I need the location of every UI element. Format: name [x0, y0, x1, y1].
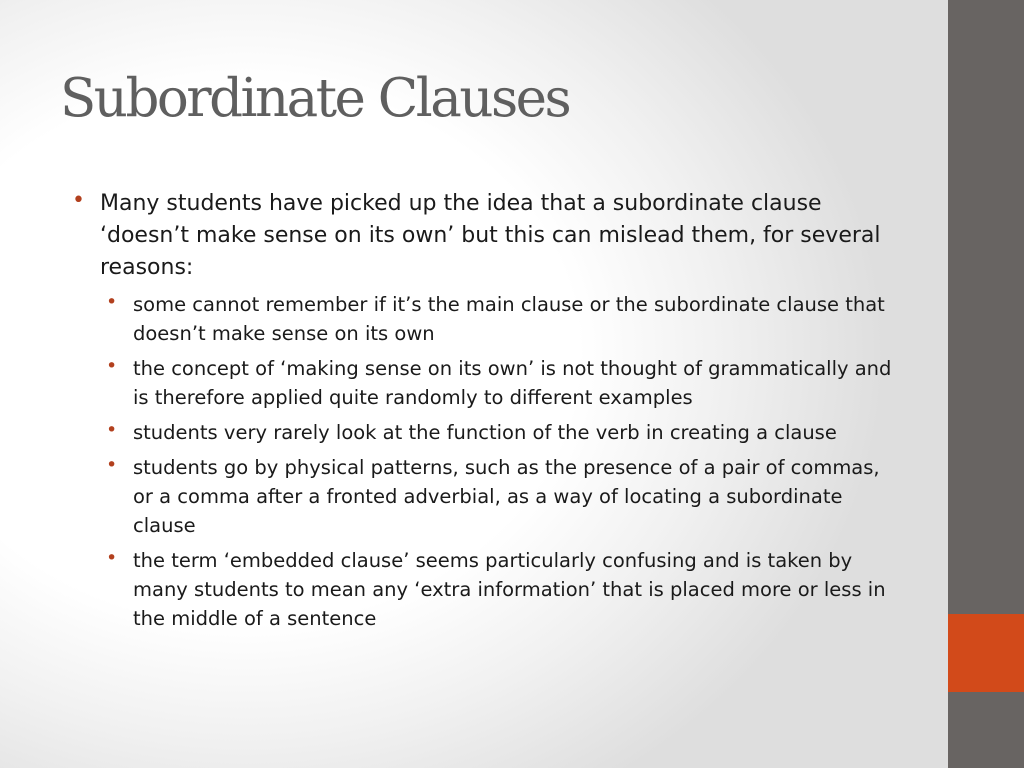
bullet-dot-icon: • [106, 454, 118, 476]
sub-bullet-item [0, 354, 940, 412]
sub-bullet-item [0, 546, 940, 633]
sub-bullet-text: some cannot remember if it’s the main clause or the subordinate clause that doesn’t make sense on its own [133, 293, 885, 345]
bullet-dot-icon: • [106, 291, 118, 313]
slide-content [0, 188, 940, 639]
accent-block [948, 614, 1024, 692]
bullet-dot-icon: • [106, 419, 118, 441]
sub-bullet-text: students go by physical patterns, such as the presence of a pair of commas, or a comma after a fronted adverbial, as a way of locating a subordinate clause [133, 456, 880, 537]
sub-bullet-text: the term ‘embedded clause’ seems particularly confusing and is taken by many students to mean any ‘extra information’ that is placed more or less in the middle of a sentence [133, 549, 886, 630]
bullet-text: Many students have picked up the idea that a subordinate clause ‘doesn’t make sense on its own’ but this can mislead them, for several reasons: [100, 191, 881, 280]
bullet-dot-icon: • [106, 355, 118, 377]
sub-bullet-item [0, 418, 940, 447]
bullet-dot-icon: • [72, 188, 85, 213]
sub-bullet-text: students very rarely look at the function of the verb in creating a clause [133, 421, 837, 444]
sub-bullet-item [0, 453, 940, 540]
bullet-dot-icon: • [106, 547, 118, 569]
slide-title: Subordinate Clauses [60, 68, 570, 129]
bullet-item [0, 188, 940, 284]
sub-bullet-text: the concept of ‘making sense on its own’ is not thought of grammatically and is therefore applied quite randomly to different examples [133, 357, 892, 409]
sub-bullet-item [0, 290, 940, 348]
